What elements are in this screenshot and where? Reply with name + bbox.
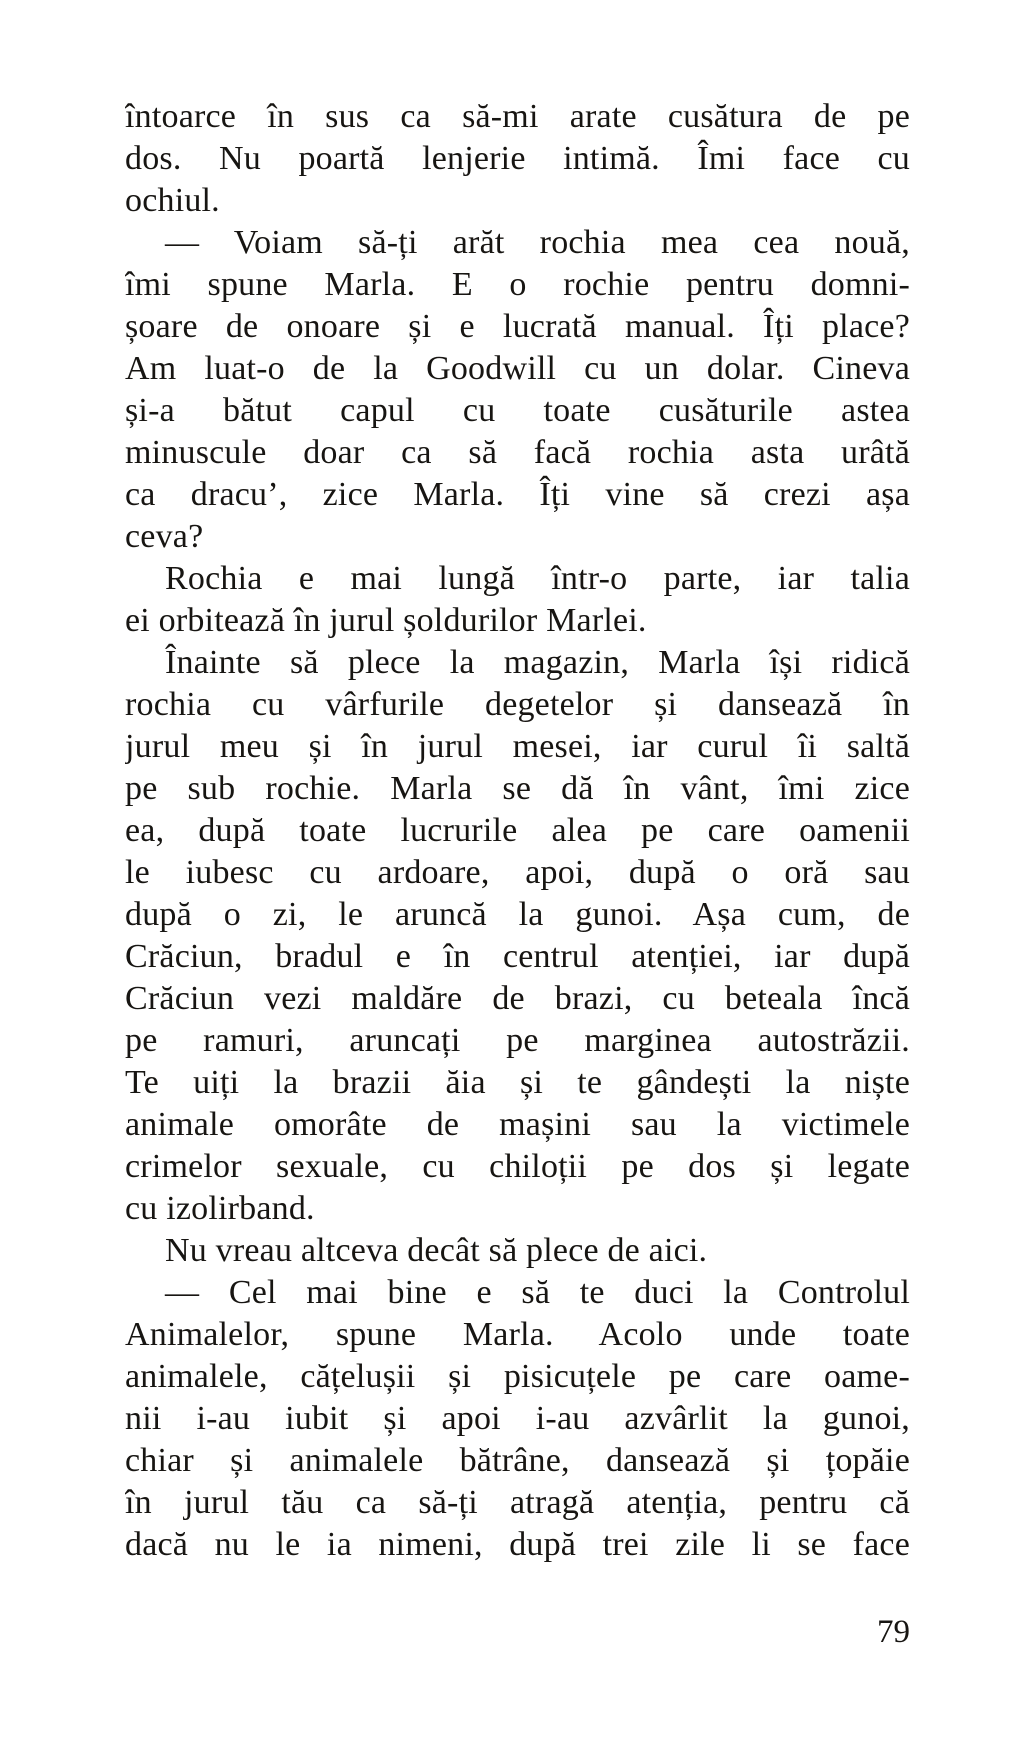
- text-line-34: în jurul tău ca să-ți atragă atenția, pentru că: [125, 1484, 910, 1521]
- text-line-21: Crăciun, bradul e în centrul atenției, iar după: [125, 938, 910, 975]
- text-line-4: — Voiam să-ți arăt rochia mea cea nouă,: [165, 224, 910, 261]
- text-line-18: ea, după toate lucrurile alea pe care oamenii: [125, 812, 910, 849]
- text-line-29: — Cel mai bine e să te duci la Controlul: [165, 1274, 910, 1311]
- text-line-3: ochiul.: [125, 182, 220, 219]
- page-number: 79: [877, 1614, 910, 1650]
- text-line-7: Am luat-o de la Goodwill cu un dolar. Cineva: [125, 350, 910, 387]
- text-line-5: îmi spune Marla. E o rochie pentru domni-: [125, 266, 910, 303]
- text-line-9: minuscule doar ca să facă rochia asta urâtă: [125, 434, 910, 471]
- text-line-8: și-a bătut capul cu toate cusăturile astea: [125, 392, 910, 429]
- text-line-33: chiar și animalele bătrâne, dansează și țopăie: [125, 1442, 910, 1479]
- text-line-23: pe ramuri, aruncați pe marginea autostrăzii.: [125, 1022, 910, 1059]
- text-line-35: dacă nu le ia nimeni, după trei zile li se face: [125, 1526, 910, 1563]
- text-line-10: ca dracu’, zice Marla. Îți vine să crezi așa: [125, 476, 910, 513]
- text-line-28: Nu vreau altceva decât să plece de aici.: [165, 1232, 708, 1269]
- text-line-24: Te uiți la brazii ăia și te gândești la niște: [125, 1064, 910, 1101]
- text-line-31: animalele, cățelușii și pisicuțele pe care oame-: [125, 1358, 910, 1395]
- text-line-25: animale omorâte de mașini sau la victimele: [125, 1106, 910, 1143]
- text-line-13: ei orbitează în jurul șoldurilor Marlei.: [125, 602, 647, 639]
- text-line-12: Rochia e mai lungă într-o parte, iar talia: [165, 560, 910, 597]
- text-line-6: șoare de onoare și e lucrată manual. Îți place?: [125, 308, 910, 345]
- text-line-16: jurul meu și în jurul mesei, iar curul îi saltă: [125, 728, 910, 765]
- text-line-30: Animalelor, spune Marla. Acolo unde toate: [125, 1316, 910, 1353]
- page-text: [125, 96, 910, 1566]
- text-line-1: întoarce în sus ca să-mi arate cusătura de pe: [125, 98, 910, 135]
- text-line-17: pe sub rochie. Marla se dă în vânt, îmi zice: [125, 770, 910, 807]
- text-line-19: le iubesc cu ardoare, apoi, după o oră sau: [125, 854, 910, 891]
- text-line-15: rochia cu vârfurile degetelor și dansează în: [125, 686, 910, 723]
- text-line-11: ceva?: [125, 518, 204, 555]
- text-line-2: dos. Nu poartă lenjerie intimă. Îmi face cu: [125, 140, 910, 177]
- text-line-32: nii i-au iubit și apoi i-au azvârlit la gunoi,: [125, 1400, 910, 1437]
- text-line-20: după o zi, le aruncă la gunoi. Așa cum, de: [125, 896, 910, 933]
- text-line-14: Înainte să plece la magazin, Marla își ridică: [165, 644, 910, 681]
- text-line-27: cu izolirband.: [125, 1190, 315, 1227]
- text-line-22: Crăciun vezi maldăre de brazi, cu beteala încă: [125, 980, 910, 1017]
- text-line-26: crimelor sexuale, cu chiloții pe dos și legate: [125, 1148, 910, 1185]
